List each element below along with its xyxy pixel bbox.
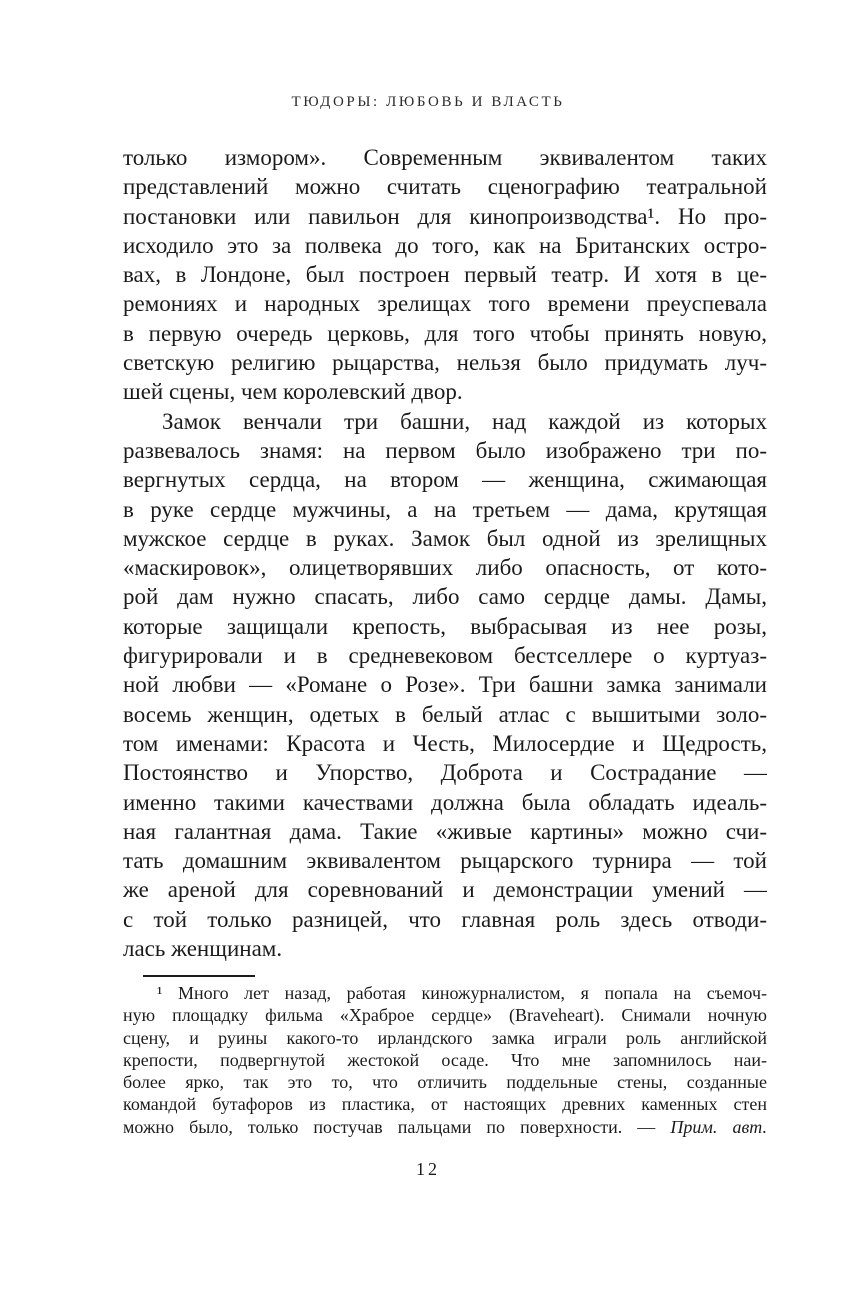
text-line: ную площадку фильма «Храброе сердце» (Braveheart). Снимали ночную xyxy=(123,1005,767,1026)
page-number: 12 xyxy=(416,1159,440,1179)
text-line: с той только разницей, что главная роль здесь отводи- xyxy=(123,906,767,932)
text-line: ная галантная дама. Такие «живые картины» можно счи- xyxy=(123,818,767,844)
text-line: шей сцены, чем королевский двор. xyxy=(123,379,463,405)
paragraph-1 xyxy=(123,143,767,407)
text-line: ремониях и народных зрелищах того времени преуспевала xyxy=(123,291,767,317)
text-line: крепости, подвергнутой жестокой осаде. Что мне запомнилось наи- xyxy=(123,1049,767,1070)
text-line: том именами: Красота и Честь, Милосердие и Щедрость, xyxy=(123,730,767,756)
text-line: именно такими качествами должна была обладать идеаль- xyxy=(123,789,767,815)
text-line: можно было, только постучав пальцами по поверхности. — Прим. авт. xyxy=(123,1116,767,1137)
text-line: более ярко, так это то, что отличить поддельные стены, созданные xyxy=(123,1072,767,1093)
text-line: тать домашним эквивалентом рыцарского турнира — той xyxy=(123,848,767,874)
text-line: исходило это за полвека до того, как на Британских остро- xyxy=(123,232,767,258)
text-line: светскую религию рыцарства, нельзя было придумать луч- xyxy=(123,350,767,376)
text-line: лась женщинам. xyxy=(123,936,283,962)
text-line: постановки или павильон для кинопроизводства¹. Но про- xyxy=(123,203,767,229)
footnote xyxy=(123,982,767,1138)
text-line: вах, в Лондоне, был построен первый театр. И хотя в це- xyxy=(123,262,767,288)
body-text xyxy=(123,143,767,963)
text-line: ¹ Много лет назад, работая киножурналистом, я попала на съемоч- xyxy=(157,983,767,1003)
text-line: Замок венчали три башни, над каждой из которых xyxy=(162,408,767,434)
text-line: развевалось знамя: на первом было изображено три по- xyxy=(123,437,767,463)
text-line: вергнутых сердца, на втором — женщина, сжимающая xyxy=(123,467,767,493)
running-title: ТЮДОРЫ: ЛЮБОВЬ И ВЛАСТЬ xyxy=(291,94,565,110)
text-line: Постоянство и Упорство, Доброта и Сострадание — xyxy=(123,760,767,786)
text-line: же ареной для соревнований и демонстрации умений — xyxy=(123,877,767,903)
footnote-divider xyxy=(143,975,255,977)
text-line: рой дам нужно спасать, либо само сердце дамы. Дамы, xyxy=(123,584,767,610)
text-line: мужское сердце в руках. Замок был одной из зрелищных xyxy=(123,525,767,551)
author-note-italic: Прим. авт. xyxy=(670,1116,767,1137)
text-line: которые защищали крепость, выбрасывая из нее розы, xyxy=(123,613,767,639)
text-line: восемь женщин, одетых в белый атлас с вышитыми золо- xyxy=(123,701,767,727)
text-line: только измором». Современным эквивалентом таких xyxy=(123,145,767,170)
text-line: фигурировали и в средневековом бестселлере о куртуаз- xyxy=(123,643,767,669)
footnote-text xyxy=(123,982,767,1138)
paragraph-2 xyxy=(123,407,767,964)
text-line: в руке сердце мужчины, а на третьем — дама, крутящая xyxy=(123,496,767,522)
text-line: представлений можно считать сценографию театральной xyxy=(123,174,767,200)
text-line: ной любви — «Романе о Розе». Три башни замка занимали xyxy=(123,672,767,698)
text-line: «маскировок», олицетворявших либо опасность, от кото- xyxy=(123,555,767,581)
text-line: сцену, и руины какого-то ирландского замка играли роль английской xyxy=(123,1027,767,1048)
text-line: в первую очередь церковь, для того чтобы принять новую, xyxy=(123,320,767,346)
text-line: командой бутафоров из пластика, от настоящих древних каменных стен xyxy=(123,1094,767,1115)
